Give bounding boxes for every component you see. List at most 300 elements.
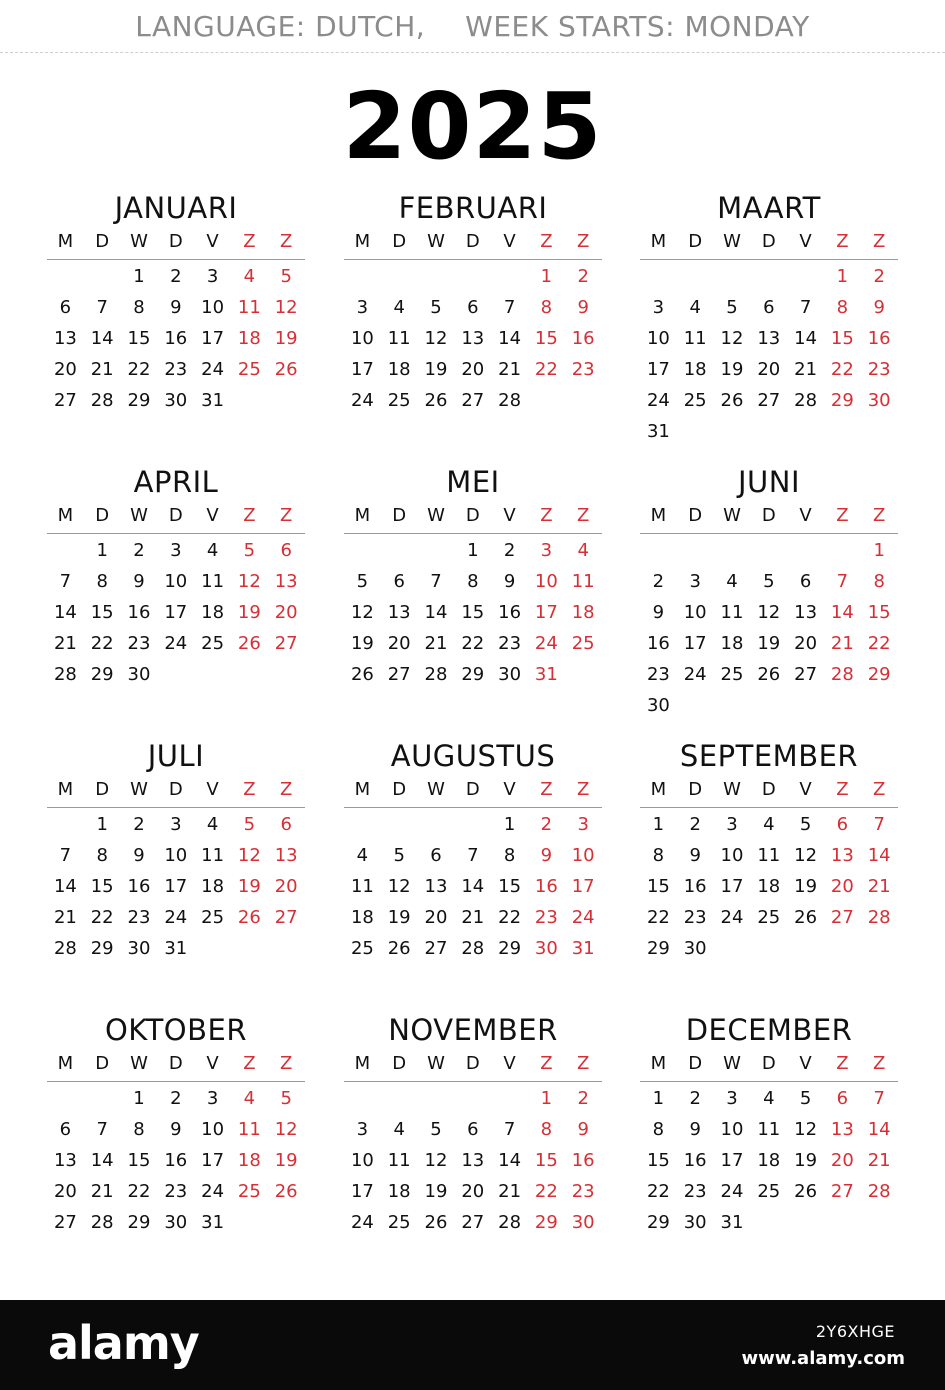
weekend-day: 21 — [830, 633, 854, 654]
weekend-day: 26 — [274, 359, 298, 380]
watermark-footer — [0, 1300, 945, 1390]
day: 4 — [689, 297, 701, 318]
day: 28 — [498, 1212, 522, 1233]
day: 17 — [201, 328, 225, 349]
day: 25 — [387, 1212, 411, 1233]
day: 27 — [53, 1212, 77, 1233]
day: 24 — [720, 907, 744, 928]
day: 17 — [646, 359, 670, 380]
weekday-label: D — [168, 505, 183, 526]
day: 16 — [683, 876, 707, 897]
weekday-label: W — [130, 505, 148, 526]
month-juni — [640, 464, 898, 721]
day: 20 — [461, 1181, 485, 1202]
weekend-day: 4 — [243, 1088, 256, 1109]
day: 23 — [683, 1181, 707, 1202]
day: 22 — [127, 359, 151, 380]
day: 28 — [53, 938, 77, 959]
day: 12 — [794, 1119, 818, 1140]
day: 16 — [127, 602, 151, 623]
day: 17 — [683, 633, 707, 654]
day: 9 — [652, 602, 665, 623]
week-start-label: WEEK STARTS: MONDAY — [465, 9, 810, 43]
day-grid — [640, 1083, 898, 1238]
weekend-day: 9 — [873, 297, 885, 318]
weekday-header-row — [47, 502, 305, 534]
empty-cell — [381, 809, 418, 840]
weekend-day: 1 — [836, 266, 849, 287]
day: 19 — [350, 633, 374, 654]
day: 6 — [763, 297, 775, 318]
weekend-day: 22 — [867, 633, 891, 654]
day: 16 — [683, 1150, 707, 1171]
weekend-day: 23 — [534, 907, 558, 928]
day: 9 — [170, 1119, 182, 1140]
day: 13 — [461, 328, 485, 349]
day: 28 — [424, 664, 448, 685]
weekday-label: W — [723, 779, 741, 800]
weekend-day: 22 — [830, 359, 854, 380]
day: 26 — [794, 1181, 818, 1202]
day: 24 — [350, 1212, 374, 1233]
weekday-label: D — [761, 1053, 776, 1074]
day: 29 — [646, 938, 670, 959]
day: 9 — [170, 297, 182, 318]
weekday-label: W — [427, 779, 445, 800]
day: 31 — [201, 390, 225, 411]
weekday-label: D — [168, 231, 183, 252]
weekend-day: 17 — [571, 876, 595, 897]
weekend-day: 7 — [873, 1088, 885, 1109]
day: 19 — [387, 907, 411, 928]
day: 3 — [356, 297, 369, 318]
day: 15 — [127, 1150, 151, 1171]
weekend-day: 23 — [867, 359, 891, 380]
day: 22 — [90, 633, 114, 654]
day: 26 — [424, 1212, 448, 1233]
day: 25 — [201, 907, 225, 928]
weekend-day: 7 — [836, 571, 849, 592]
weekday-header-row — [344, 502, 602, 534]
day: 24 — [164, 633, 188, 654]
day: 16 — [127, 876, 151, 897]
weekend-day: 20 — [830, 876, 854, 897]
empty-cell — [640, 535, 677, 566]
weekend-day: 13 — [830, 1119, 854, 1140]
day: 5 — [430, 297, 442, 318]
day: 18 — [387, 1181, 411, 1202]
weekend-day: 1 — [540, 1088, 553, 1109]
day: 12 — [757, 602, 781, 623]
weekday-label: M — [650, 779, 667, 800]
day: 28 — [53, 664, 77, 685]
day: 5 — [393, 845, 405, 866]
day: 19 — [757, 633, 781, 654]
weekday-label: V — [799, 231, 812, 252]
day-grid — [344, 1083, 602, 1238]
weekday-label: Z — [280, 779, 293, 800]
image-id: 2Y6XHGE — [815, 1322, 895, 1341]
weekend-day: 6 — [280, 814, 292, 835]
empty-cell — [344, 1083, 381, 1114]
weekday-label: M — [650, 231, 667, 252]
weekday-label: Z — [243, 505, 256, 526]
weekday-label: D — [392, 505, 407, 526]
day: 10 — [350, 328, 374, 349]
day: 18 — [387, 359, 411, 380]
weekend-day: 14 — [867, 845, 891, 866]
day: 13 — [53, 1150, 77, 1171]
day: 27 — [794, 664, 818, 685]
day: 21 — [794, 359, 818, 380]
weekend-day: 27 — [830, 907, 854, 928]
day: 6 — [467, 1119, 479, 1140]
weekend-day: 5 — [280, 266, 292, 287]
day: 5 — [799, 1088, 812, 1109]
day: 20 — [757, 359, 781, 380]
empty-cell — [344, 809, 381, 840]
weekday-header-row — [47, 228, 305, 260]
weekday-label: D — [168, 779, 183, 800]
day: 9 — [503, 571, 516, 592]
weekday-label: M — [57, 505, 74, 526]
day: 13 — [757, 328, 781, 349]
month-oktober — [47, 1012, 305, 1238]
day: 22 — [127, 1181, 151, 1202]
day: 11 — [683, 328, 707, 349]
weekend-day: 3 — [540, 540, 553, 561]
weekday-label: M — [57, 231, 74, 252]
day: 12 — [424, 328, 448, 349]
weekend-day: 30 — [571, 1212, 595, 1233]
weekend-day: 4 — [243, 266, 256, 287]
month-name: MEI — [446, 465, 500, 499]
weekday-label: Z — [836, 1053, 849, 1074]
day: 1 — [467, 540, 479, 561]
weekday-label: M — [650, 1053, 667, 1074]
weekend-day: 18 — [571, 602, 595, 623]
day: 28 — [461, 938, 485, 959]
day: 18 — [683, 359, 707, 380]
day-grid — [47, 535, 305, 690]
day: 24 — [646, 390, 670, 411]
day: 6 — [59, 297, 72, 318]
day: 28 — [794, 390, 818, 411]
day: 17 — [164, 602, 188, 623]
weekend-day: 26 — [237, 633, 261, 654]
empty-cell — [787, 261, 824, 292]
weekend-day: 16 — [571, 328, 595, 349]
weekday-label: Z — [873, 231, 886, 252]
weekday-label: V — [503, 779, 516, 800]
day: 12 — [350, 602, 374, 623]
weekday-label: Z — [280, 231, 293, 252]
day: 29 — [90, 664, 114, 685]
weekend-day: 25 — [237, 359, 261, 380]
day: 4 — [726, 571, 738, 592]
weekday-label: M — [354, 1053, 371, 1074]
day: 21 — [90, 1181, 114, 1202]
weekend-day: 12 — [237, 845, 261, 866]
empty-cell — [750, 261, 787, 292]
weekend-day: 31 — [534, 664, 558, 685]
weekday-header-row — [640, 776, 898, 808]
day: 20 — [424, 907, 448, 928]
day: 7 — [799, 297, 812, 318]
weekend-day: 24 — [571, 907, 595, 928]
day: 3 — [726, 814, 738, 835]
weekend-day: 13 — [830, 845, 854, 866]
weekday-label: Z — [280, 1053, 293, 1074]
weekend-day: 4 — [577, 540, 589, 561]
day: 10 — [720, 845, 744, 866]
day: 6 — [393, 571, 405, 592]
day: 3 — [689, 571, 701, 592]
empty-cell — [491, 1083, 528, 1114]
weekday-label: V — [206, 505, 219, 526]
empty-cell — [344, 535, 381, 566]
weekday-label: Z — [243, 231, 256, 252]
day: 2 — [170, 266, 182, 287]
day: 16 — [164, 1150, 188, 1171]
empty-cell — [381, 535, 418, 566]
day: 17 — [201, 1150, 225, 1171]
day: 7 — [96, 1119, 108, 1140]
weekend-day: 26 — [274, 1181, 298, 1202]
day: 1 — [133, 266, 145, 287]
day: 26 — [387, 938, 411, 959]
weekday-header-row — [344, 1050, 602, 1082]
day: 27 — [461, 390, 485, 411]
alamy-logo: alamy — [48, 1316, 199, 1370]
weekday-label: D — [761, 505, 776, 526]
day: 3 — [356, 1119, 369, 1140]
day: 7 — [59, 571, 72, 592]
day: 13 — [53, 328, 77, 349]
weekend-day: 15 — [830, 328, 854, 349]
day: 29 — [90, 938, 114, 959]
day-grid — [47, 809, 305, 964]
weekday-label: Z — [577, 505, 590, 526]
day: 14 — [794, 328, 818, 349]
day: 17 — [164, 876, 188, 897]
day: 7 — [59, 845, 72, 866]
day: 20 — [53, 359, 77, 380]
weekend-day: 23 — [571, 1181, 595, 1202]
empty-cell — [454, 809, 491, 840]
day: 22 — [90, 907, 114, 928]
day: 29 — [127, 390, 151, 411]
weekend-day: 13 — [274, 845, 298, 866]
weekend-day: 2 — [577, 266, 589, 287]
month-name: MAART — [717, 191, 821, 225]
weekend-day: 23 — [571, 359, 595, 380]
day: 22 — [461, 633, 485, 654]
day: 24 — [350, 390, 374, 411]
weekday-label: W — [427, 1053, 445, 1074]
day-grid — [344, 809, 602, 964]
weekday-label: Z — [243, 1053, 256, 1074]
weekday-label: D — [465, 231, 480, 252]
day: 23 — [164, 1181, 188, 1202]
empty-cell — [677, 535, 714, 566]
weekday-label: Z — [836, 231, 849, 252]
day: 24 — [201, 359, 225, 380]
empty-cell — [418, 809, 455, 840]
day: 1 — [96, 814, 108, 835]
day: 29 — [646, 1212, 670, 1233]
day: 15 — [646, 1150, 670, 1171]
weekday-label: Z — [873, 505, 886, 526]
weekday-label: D — [95, 779, 110, 800]
day: 25 — [683, 390, 707, 411]
weekend-day: 11 — [237, 1119, 261, 1140]
day: 10 — [164, 845, 188, 866]
day: 5 — [726, 297, 738, 318]
weekend-day: 18 — [237, 328, 261, 349]
day: 13 — [424, 876, 448, 897]
weekday-label: V — [503, 505, 516, 526]
weekday-label: W — [130, 1053, 148, 1074]
day: 2 — [689, 1088, 701, 1109]
empty-cell — [84, 1083, 121, 1114]
day: 30 — [127, 938, 151, 959]
day: 26 — [424, 390, 448, 411]
weekday-label: Z — [540, 505, 553, 526]
weekday-label: Z — [540, 231, 553, 252]
day: 10 — [646, 328, 670, 349]
weekend-day: 26 — [237, 907, 261, 928]
weekend-day: 28 — [867, 1181, 891, 1202]
day: 20 — [461, 359, 485, 380]
language-label: LANGUAGE: DUTCH, — [135, 9, 426, 43]
year-title: 2025 — [342, 73, 603, 180]
empty-cell — [381, 261, 418, 292]
empty-cell — [677, 261, 714, 292]
weekend-day: 6 — [836, 814, 849, 835]
day: 3 — [206, 266, 219, 287]
weekend-day: 10 — [571, 845, 595, 866]
weekday-label: D — [688, 231, 703, 252]
day: 12 — [794, 845, 818, 866]
weekend-day: 7 — [873, 814, 885, 835]
day: 31 — [164, 938, 188, 959]
day: 11 — [201, 845, 225, 866]
weekday-label: D — [95, 231, 110, 252]
weekend-day: 12 — [274, 1119, 298, 1140]
weekday-label: Z — [243, 779, 256, 800]
weekend-day: 13 — [274, 571, 298, 592]
weekend-day: 8 — [540, 297, 553, 318]
weekend-day: 5 — [243, 540, 256, 561]
day: 16 — [164, 328, 188, 349]
day: 21 — [461, 907, 485, 928]
day-grid — [47, 1083, 305, 1238]
month-name: FEBRUARI — [398, 191, 548, 225]
day: 27 — [53, 390, 77, 411]
day: 19 — [424, 1181, 448, 1202]
day: 21 — [498, 1181, 522, 1202]
day: 3 — [170, 540, 182, 561]
weekend-day: 9 — [577, 297, 589, 318]
day: 6 — [430, 845, 442, 866]
day: 28 — [90, 1212, 114, 1233]
day: 25 — [350, 938, 374, 959]
day: 15 — [498, 876, 522, 897]
day: 25 — [720, 664, 744, 685]
weekday-label: V — [503, 1053, 516, 1074]
weekend-day: 5 — [280, 1088, 292, 1109]
weekday-label: D — [392, 779, 407, 800]
day: 4 — [206, 540, 219, 561]
month-name: APRIL — [133, 465, 219, 499]
day: 23 — [683, 907, 707, 928]
day: 14 — [90, 1150, 114, 1171]
day: 10 — [350, 1150, 374, 1171]
day: 4 — [393, 1119, 405, 1140]
day: 23 — [646, 664, 670, 685]
weekend-day: 15 — [534, 328, 558, 349]
empty-cell — [787, 535, 824, 566]
empty-cell — [381, 1083, 418, 1114]
day: 2 — [689, 814, 701, 835]
month-maart — [640, 190, 898, 447]
day: 22 — [646, 907, 670, 928]
weekend-day: 11 — [571, 571, 595, 592]
weekend-day: 27 — [830, 1181, 854, 1202]
day: 12 — [424, 1150, 448, 1171]
weekday-label: D — [688, 779, 703, 800]
weekend-day: 6 — [280, 540, 292, 561]
day: 23 — [127, 907, 151, 928]
day: 10 — [201, 297, 225, 318]
day: 4 — [763, 1088, 775, 1109]
weekday-label: Z — [873, 1053, 886, 1074]
weekend-day: 15 — [534, 1150, 558, 1171]
day: 26 — [350, 664, 374, 685]
weekday-label: Z — [836, 505, 849, 526]
day: 2 — [503, 540, 516, 561]
weekend-day: 20 — [274, 602, 298, 623]
day: 5 — [799, 814, 812, 835]
day: 15 — [90, 602, 114, 623]
day: 7 — [503, 297, 516, 318]
day: 9 — [133, 571, 145, 592]
day: 29 — [498, 938, 522, 959]
day: 8 — [467, 571, 479, 592]
day-grid — [640, 261, 898, 447]
day: 14 — [90, 328, 114, 349]
month-januari — [47, 190, 305, 416]
day: 15 — [646, 876, 670, 897]
day: 8 — [96, 571, 108, 592]
day: 27 — [387, 664, 411, 685]
weekend-day: 1 — [540, 266, 553, 287]
day: 30 — [646, 695, 670, 716]
day: 2 — [133, 814, 145, 835]
weekend-day: 28 — [830, 664, 854, 685]
weekend-day: 30 — [534, 938, 558, 959]
day: 25 — [757, 907, 781, 928]
day: 2 — [652, 571, 665, 592]
day-grid — [47, 261, 305, 416]
day: 22 — [646, 1181, 670, 1202]
day: 9 — [689, 845, 701, 866]
weekend-day: 19 — [274, 1150, 298, 1171]
day: 14 — [498, 328, 522, 349]
day: 20 — [794, 633, 818, 654]
day: 26 — [720, 390, 744, 411]
